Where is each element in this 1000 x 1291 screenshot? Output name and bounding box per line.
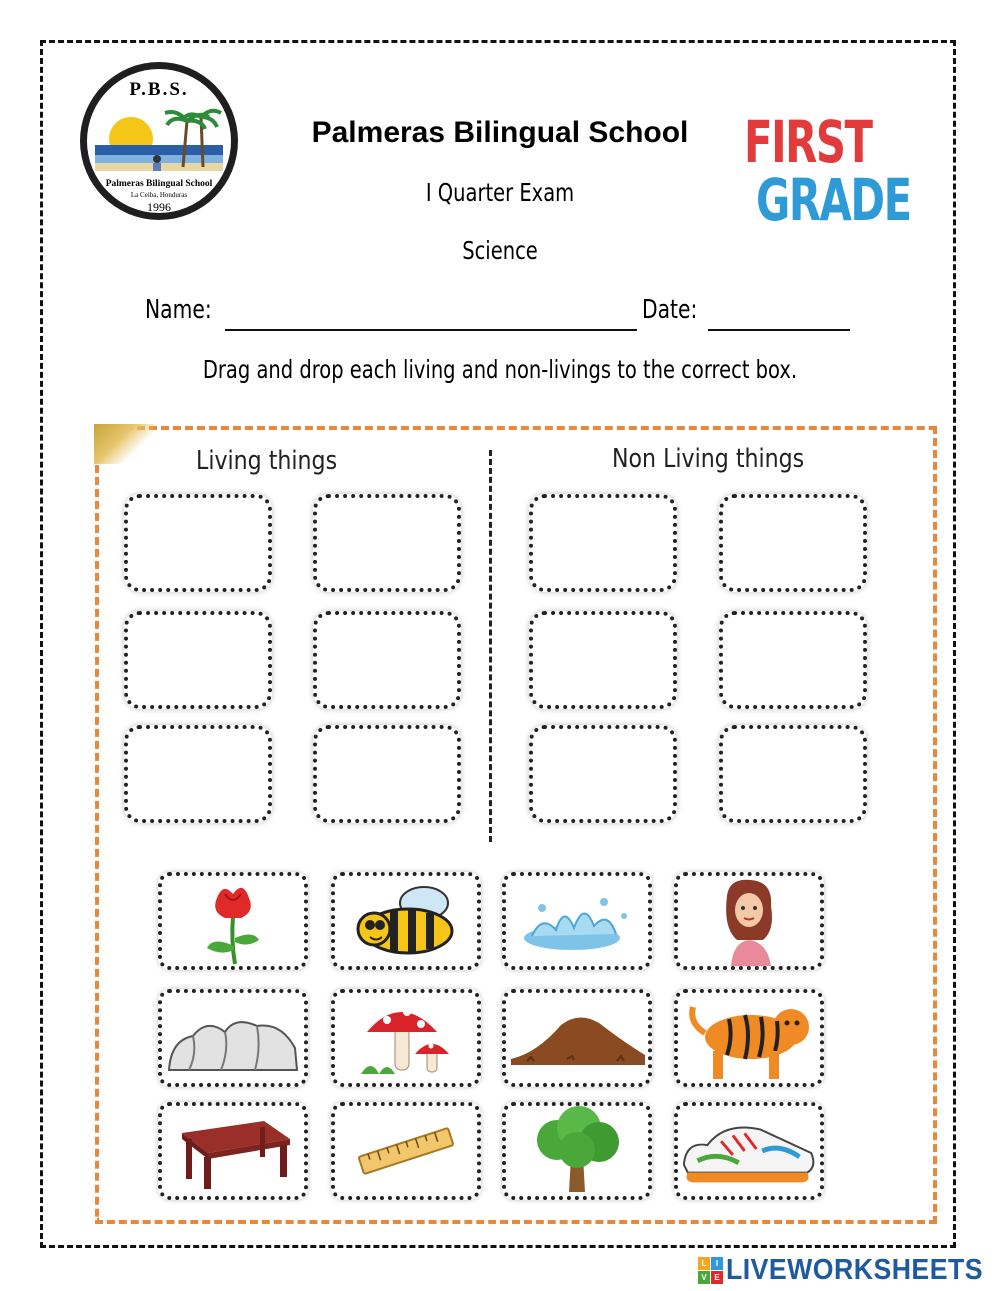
card-table[interactable] <box>158 1102 308 1200</box>
nonliving-drop-box-5[interactable] <box>529 725 677 823</box>
instructions: Drag and drop each living and non-livings to the correct box. <box>202 355 798 384</box>
card-water[interactable] <box>502 872 652 970</box>
logo-school-name: Palmeras Bilingual School <box>105 179 213 189</box>
sneaker-icon <box>678 1111 820 1191</box>
living-drop-box-3[interactable] <box>124 611 272 709</box>
rocks-icon <box>163 998 303 1078</box>
liveworksheets-watermark <box>698 1254 1000 1286</box>
name-label: Name: <box>145 295 212 325</box>
nonliving-things-heading: Non Living things <box>612 444 805 474</box>
name-date-row <box>145 295 865 335</box>
card-sneaker[interactable] <box>674 1102 824 1200</box>
living-drop-box-1[interactable] <box>124 494 272 592</box>
subject-title: Science <box>462 236 538 265</box>
card-ruler[interactable] <box>331 1102 481 1200</box>
mushroom-icon <box>351 998 461 1078</box>
card-mushroom[interactable] <box>331 989 481 1087</box>
table-icon <box>168 1111 298 1191</box>
first-grade-badge <box>738 108 911 234</box>
living-drop-box-5[interactable] <box>124 725 272 823</box>
soil-icon <box>507 1003 647 1073</box>
living-drop-box-4[interactable] <box>313 611 461 709</box>
ruler-icon <box>351 1116 461 1186</box>
nonliving-drop-box-6[interactable] <box>719 725 867 823</box>
logo-city: La Ceiba, Honduras <box>130 191 188 199</box>
date-label: Date: <box>642 295 698 325</box>
tiger-icon <box>679 993 819 1083</box>
card-girl[interactable] <box>674 872 824 970</box>
nonliving-drop-box-4[interactable] <box>719 611 867 709</box>
badge-line-first: FIRST <box>744 108 872 176</box>
column-divider <box>489 450 492 842</box>
exam-title: I Quarter Exam <box>425 178 575 207</box>
liveworksheets-logo-icon: L I V E <box>698 1257 722 1283</box>
card-bee[interactable] <box>331 872 481 970</box>
girl-icon <box>709 876 789 966</box>
school-name: Palmeras Bilingual School <box>311 116 689 149</box>
name-field[interactable] <box>225 329 637 331</box>
card-soil[interactable] <box>502 989 652 1087</box>
badge-line-grade: GRADE <box>756 166 911 234</box>
nonliving-drop-box-1[interactable] <box>529 494 677 592</box>
card-rocks[interactable] <box>158 989 308 1087</box>
bee-icon <box>346 881 466 961</box>
water-splash-icon <box>512 886 642 956</box>
living-drop-box-6[interactable] <box>313 725 461 823</box>
logo-initials: P.B.S. <box>129 79 189 100</box>
living-drop-box-2[interactable] <box>313 494 461 592</box>
flower-icon <box>193 876 273 966</box>
nonliving-drop-box-2[interactable] <box>719 494 867 592</box>
card-tiger[interactable] <box>674 989 824 1087</box>
card-flower[interactable] <box>158 872 308 970</box>
date-field[interactable] <box>708 329 850 331</box>
nonliving-drop-box-3[interactable] <box>529 611 677 709</box>
school-logo <box>80 62 238 220</box>
living-things-heading: Living things <box>196 446 338 476</box>
card-tree[interactable] <box>502 1102 652 1200</box>
tree-icon <box>527 1106 627 1196</box>
logo-year: 1996 <box>147 200 171 213</box>
watermark-text: LIVEWORKSHEETS <box>726 1253 983 1286</box>
